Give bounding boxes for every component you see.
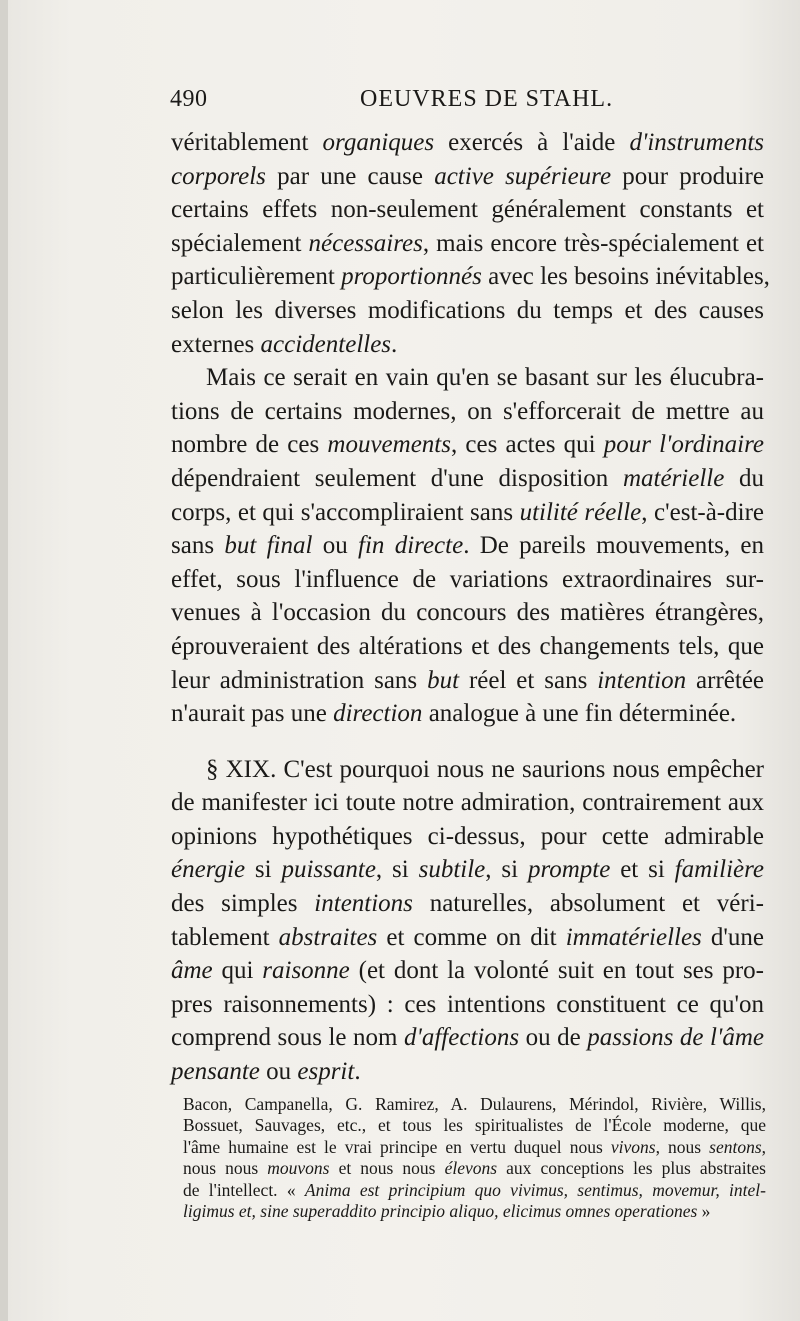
text-line: des simples intentions naturelles, absolument et véri- <box>171 890 764 918</box>
text-line: n'aurait pas une direction analogue à une fin déterminée. <box>171 700 737 728</box>
text-line: nombre de ces mouvements, ces actes qui pour l'ordinaire <box>171 431 764 459</box>
footnote-line: Bacon, Campanella, G. Ramirez, A. Dulaurens, Mérindol, Rivière, Willis, <box>183 1094 766 1114</box>
text-line: tablement abstraites et comme on dit immatérielles d'une <box>171 923 764 951</box>
text-line: véritablement organiques exercés à l'aide d'instruments <box>171 129 764 156</box>
text-line: certains effets non-seulement généralement constants et <box>171 196 764 224</box>
text-line: pensante ou esprit. <box>171 1058 361 1086</box>
text-line: de manifester ici toute notre admiration, contrairement aux <box>171 789 764 817</box>
footnote-line: ligimus et, sine superaddito principio aliquo, elicimus omnes operationes » <box>183 1200 711 1221</box>
body-text <box>171 126 770 1089</box>
text-line: comprend sous le nom d'affections ou de passions de l'âme <box>171 1024 764 1052</box>
text-line: âme qui raisonne (et dont la volonté suit en tout ses pro- <box>171 957 764 985</box>
text-line: leur administration sans but réel et sans intention arrêtée <box>171 666 765 694</box>
text-line: venues à l'occasion du concours des matières étrangères, <box>171 599 764 627</box>
footnote-line: Bossuet, Sauvages, etc., et tous les spiritualistes de l'École moderne, que <box>183 1115 766 1136</box>
running-title: OEUVRES DE STAHL. <box>360 86 614 112</box>
text-line: opinions hypothétiques ci-dessus, pour cette admirable <box>171 822 764 850</box>
text-line: corporels par une cause active supérieure pour produire <box>171 162 764 190</box>
footnote <box>183 1094 766 1222</box>
text-line: énergie si puissante, si subtile, si prompte et si familière <box>171 856 765 884</box>
text-line: pres raisonnements) : ces intentions constituent ce qu'on <box>171 990 764 1018</box>
paragraph-start-line: Mais ce serait en vain qu'en se basant sur les élucubra- <box>206 364 764 392</box>
page-number: 490 <box>170 86 208 112</box>
text-line: selon les diverses modifications du temps et des causes <box>171 296 764 324</box>
footnote-line: l'âme humaine est le vrai principe en vertu duquel nous vivons, nous sentons, <box>183 1136 767 1157</box>
text-line: spécialement nécessaires, mais encore très-spécialement et <box>171 229 764 257</box>
text-line: effet, sous l'influence de variations extraordinaires sur- <box>171 565 764 593</box>
text-line: sans but final ou fin directe. De pareils mouvements, en <box>171 532 765 560</box>
page-header <box>170 86 780 120</box>
text-line: dépendraient seulement d'une disposition matérielle du <box>171 464 764 492</box>
scan-left-margin <box>0 0 8 1321</box>
text-line: particulièrement proportionnés avec les besoins inévitables, <box>171 263 770 291</box>
book-page <box>8 0 800 1321</box>
footnote-line: de l'intellect. « Anima est principium quo vivimus, sentimus, movemur, intel- <box>183 1179 766 1200</box>
text-line: externes accidentelles. <box>171 330 398 358</box>
text-line: corps, et qui s'accompliraient sans utilité réelle, c'est-à-dire <box>171 498 765 526</box>
text-line: éprouveraient des altérations et des changements tels, que <box>171 632 764 660</box>
section-heading-line: § XIX. C'est pourquoi nous ne saurions nous empêcher <box>206 755 764 783</box>
text-line: tions de certains modernes, on s'efforcerait de mettre au <box>171 397 764 425</box>
footnote-line: nous nous mouvons et nous nous élevons aux conceptions les plus abstraites <box>183 1158 766 1179</box>
